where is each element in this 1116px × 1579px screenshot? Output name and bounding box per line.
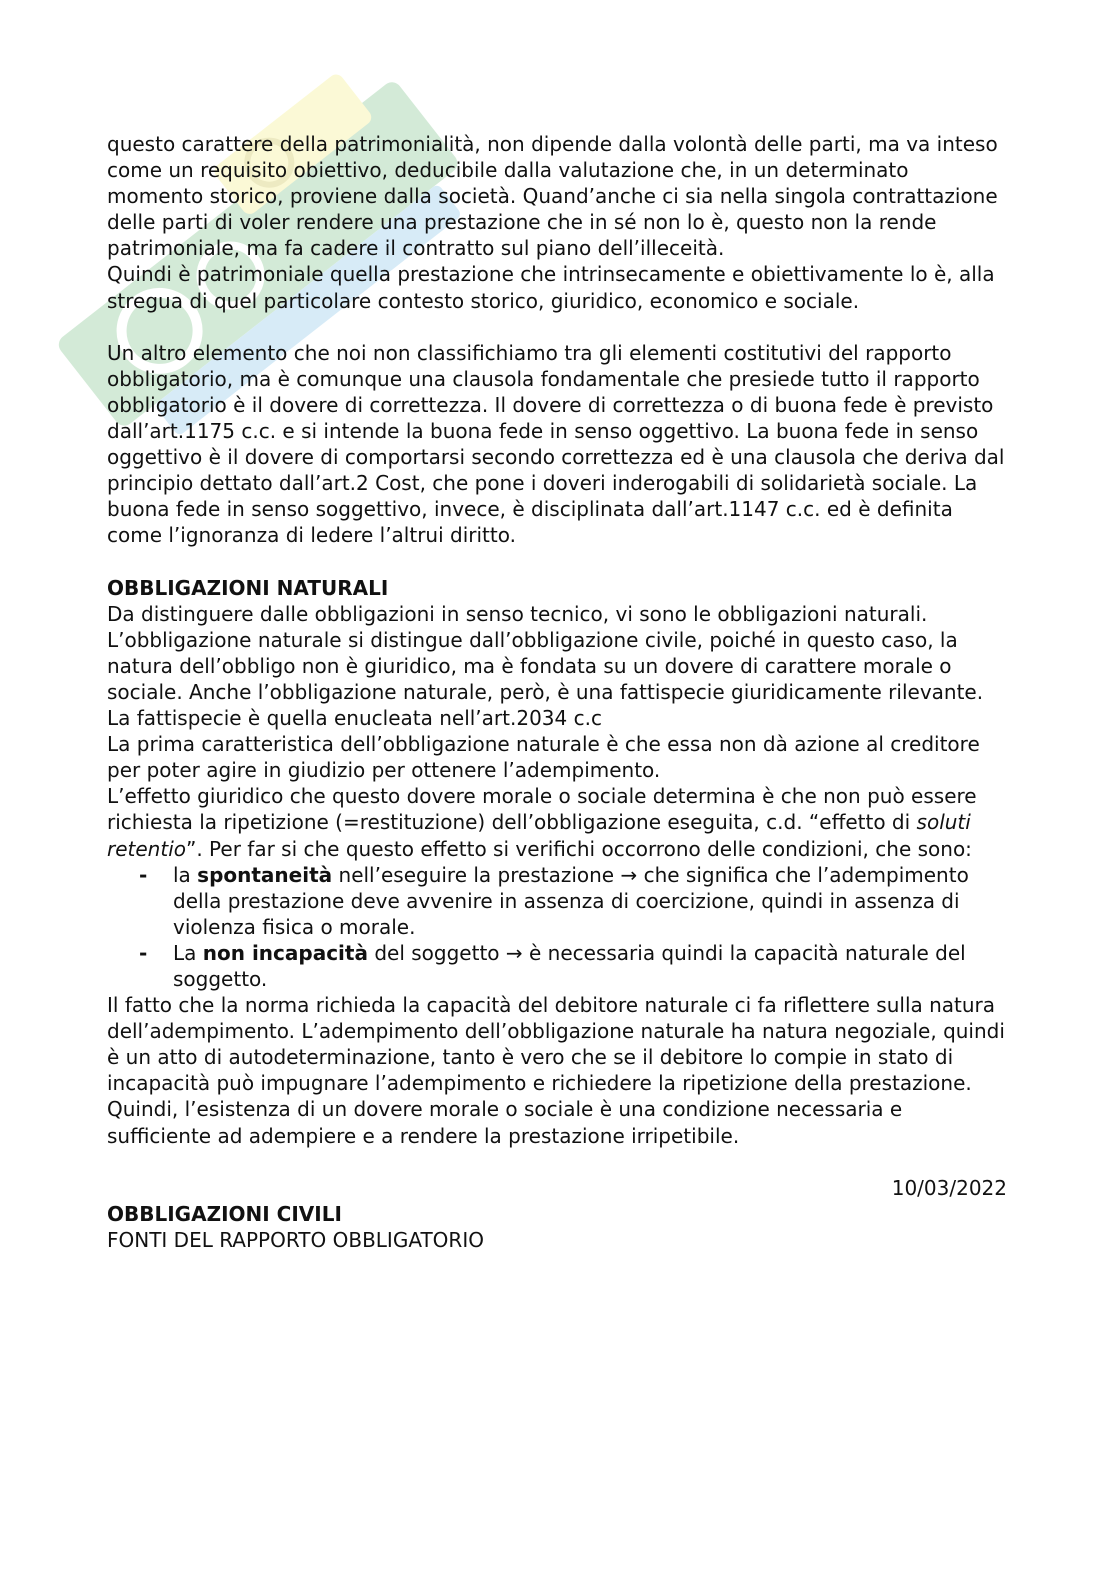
- spacer: [107, 1149, 1007, 1175]
- bullet-post: del soggetto → è necessaria quindi la capacità naturale del soggetto.: [173, 940, 966, 991]
- paragraph-naturali-intro: Da distinguere dalle obbligazioni in senso tecnico, vi sono le obbligazioni naturali. L’obbligazione naturale si distingue dall’obbligazione civile, poiché in questo caso, la natura dell’obbligo non è giuridico, ma è fondata su un dovere di carattere morale o sociale. Anche l’obbligazione naturale, però, è una fattispecie giuridicamente rilevante. La fattispecie è quella enucleata nell’art.2034 c.c: [107, 601, 984, 731]
- paragraph-patrimonialita: questo carattere della patrimonialità, non dipende dalla volontà delle parti, ma va inteso come un requisito obiettivo, deducibile dalla valutazione che, in un determinato momento storico, proviene dalla società. Quand’anche ci sia nella singola contrattazione delle parti di voler rendere una prestazione che in sé non lo è, questo non la rende patrimoniale, ma fa cadere il contratto sul piano dell’illeceità.: [107, 132, 998, 261]
- paragraph-capacita-debitore: Il fatto che la norma richieda la capacità del debitore naturale ci fa riflettere sulla natura dell’adempimento. L’adempimento dell’obbligazione naturale ha natura negoziale, quindi è un atto di autodeterminazione, tanto è vero che se il debitore lo compie in stato di incapacità può impugnare l’adempimento e richiedere la ripetizione della prestazione. Quindi, l’esistenza di un dovere morale o sociale è una condizione necessaria e sufficiente ad adempiere e a rendere la prestazione irripetibile.: [107, 993, 1005, 1148]
- conditions-list: [107, 862, 1007, 992]
- document-page: [107, 131, 1007, 1253]
- effetto-text-a: L’effetto giuridico che questo dovere morale o sociale determina è che non può essere richiesta la ripetizione (=restituzione) dell’obbligazione eseguita, c.d. “effetto di: [107, 784, 977, 835]
- effetto-italic-term: soluti retentio: [107, 810, 971, 861]
- list-item-non-incapacita: [107, 940, 1007, 992]
- heading-obbligazioni-naturali: OBBLIGAZIONI NATURALI: [107, 575, 389, 600]
- lecture-date: 10/03/2022: [891, 1175, 1007, 1200]
- paragraph-correttezza: Un altro elemento che noi non classifichiamo tra gli elementi costitutivi del rapporto obbligatorio, ma è comunque una clausola fondamentale che presiede tutto il rapporto obbligatorio è il dovere di correttezza. Il dovere di correttezza o di buona fede è previsto dall’art.1175 c.c. e si intende la buona fede in senso oggettivo. La buona fede in senso oggettivo è il dovere di comportarsi secondo correttezza ed è una clausola che deriva dal principio dettato dall’art.2 Cost, che pone i doveri inderogabili di solidarietà sociale. La buona fede in senso soggettivo, invece, è disciplinata dall’art.1147 c.c. ed è definita come l’ignoranza di ledere l’altrui diritto.: [107, 340, 1005, 548]
- bullet-bold-term: spontaneità: [197, 862, 333, 887]
- bullet-bold-term: non incapacità: [202, 940, 368, 965]
- heading-obbligazioni-civili: OBBLIGAZIONI CIVILI: [107, 1201, 342, 1226]
- bullet-dash: -: [139, 940, 148, 965]
- bullet-dash: -: [139, 862, 148, 887]
- effetto-text-b: ”. Per far si che questo effetto si verifichi occorrono delle condizioni, che sono:: [185, 836, 972, 861]
- spacer: [107, 314, 1007, 340]
- bullet-post: nell’eseguire la prestazione → che significa che l’adempimento della prestazione deve avvenire in assenza di coercizione, quindi in assenza di violenza fisica o morale.: [173, 862, 969, 939]
- list-item-spontaneita: [107, 862, 1007, 940]
- paragraph-prima-caratteristica: La prima caratteristica dell’obbligazione naturale è che essa non dà azione al creditore per poter agire in giudizio per ottenere l’adempimento.: [107, 732, 980, 783]
- spacer: [107, 549, 1007, 575]
- bullet-pre: La: [173, 940, 203, 965]
- paragraph-effetto-giuridico: [107, 783, 1007, 861]
- bullet-pre: la: [173, 862, 198, 887]
- paragraph-patrimoniale: Quindi è patrimoniale quella prestazione che intrinsecamente e obiettivamente lo è, alla stregua di quel particolare contesto storico, giuridico, economico e sociale.: [107, 262, 995, 313]
- subheading-fonti: FONTI DEL RAPPORTO OBBLIGATORIO: [107, 1227, 484, 1252]
